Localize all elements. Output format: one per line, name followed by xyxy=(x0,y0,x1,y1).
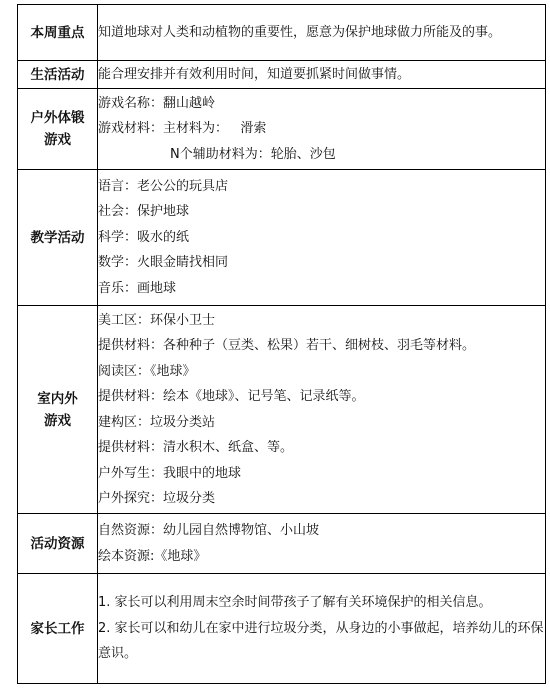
content-line: 社会：保护地球 xyxy=(98,204,190,220)
table-row xyxy=(18,170,546,306)
row-content-daily xyxy=(98,61,546,89)
row-label-focus: 本周重点 xyxy=(18,5,98,61)
row-content-focus xyxy=(98,5,546,61)
content-line: 音乐：画地球 xyxy=(98,280,177,296)
content-line: 科学：吸水的纸 xyxy=(98,229,190,245)
content-line: 绘本资源:《地球》 xyxy=(98,548,207,564)
content-line: 户外写生：我眼中的地球 xyxy=(98,465,242,481)
row-label-resources: 活动资源 xyxy=(18,514,98,574)
table-row xyxy=(18,61,546,89)
label-line: 游戏 xyxy=(44,132,71,148)
content-line: 建构区：垃圾分类站 xyxy=(98,414,216,430)
label-line: 游戏 xyxy=(44,412,71,429)
content-line: N个辅助材料为：轮胎、沙包 xyxy=(170,146,336,162)
content-line: 提供材料：各种种子（豆类、松果）若干、细树枝、羽毛等材料。 xyxy=(98,338,476,353)
row-label-teaching: 教学活动 xyxy=(18,170,98,306)
row-content-resources xyxy=(98,514,546,574)
content-line: 游戏名称：翻山越岭 xyxy=(98,95,216,111)
weekly-plan-table xyxy=(17,4,546,684)
table-row xyxy=(18,306,546,514)
row-label-daily: 生活活动 xyxy=(18,61,98,89)
content-line: 自然资源：幼儿园自然博物馆、小山坡 xyxy=(98,523,320,538)
row-label-outdoor-exercise xyxy=(18,89,98,170)
content-line: 阅读区：《地球》 xyxy=(98,363,196,379)
table-row xyxy=(18,5,546,61)
table-row xyxy=(18,574,546,684)
row-content-teaching xyxy=(98,170,546,306)
content-line: 提供材料：清水积木、纸盒、等。 xyxy=(98,440,294,455)
content-line: 数学：火眼金睛找相同 xyxy=(98,255,229,271)
label-line: 室内外 xyxy=(37,390,78,407)
content-line: 美工区：环保小卫士 xyxy=(98,312,216,328)
content-line: 能合理安排并有效利用时间，知道要抓紧时间做事情。 xyxy=(98,66,411,82)
content-line: 1. 家长可以利用周末空余时间带孩子了解有关环境保护的相关信息。 xyxy=(98,595,492,611)
content-line: 游戏材料：主材料为： 滑索 xyxy=(98,121,267,137)
row-content-parents xyxy=(98,574,546,684)
row-content-games xyxy=(98,306,546,514)
table-row xyxy=(18,89,546,170)
content-line: 知道地球对人类和动植物的重要性，愿意为保护地球做力所能及的事。 xyxy=(98,24,502,40)
content-line: 2. 家长可以和幼儿在家中进行垃圾分类，从身边的小事做起，培养幼儿的环保意识。 xyxy=(98,620,544,662)
content-line: 户外探究：垃圾分类 xyxy=(98,491,216,506)
row-label-parents: 家长工作 xyxy=(18,574,98,684)
label-line: 户外体锻 xyxy=(30,110,85,126)
row-label-games xyxy=(18,306,98,514)
row-content-outdoor-exercise xyxy=(98,89,546,170)
content-line: 提供材料：绘本《地球》、记号笔、记录纸等。 xyxy=(98,389,365,404)
table-row xyxy=(18,514,546,574)
content-line: 语言：老公公的玩具店 xyxy=(98,178,229,194)
